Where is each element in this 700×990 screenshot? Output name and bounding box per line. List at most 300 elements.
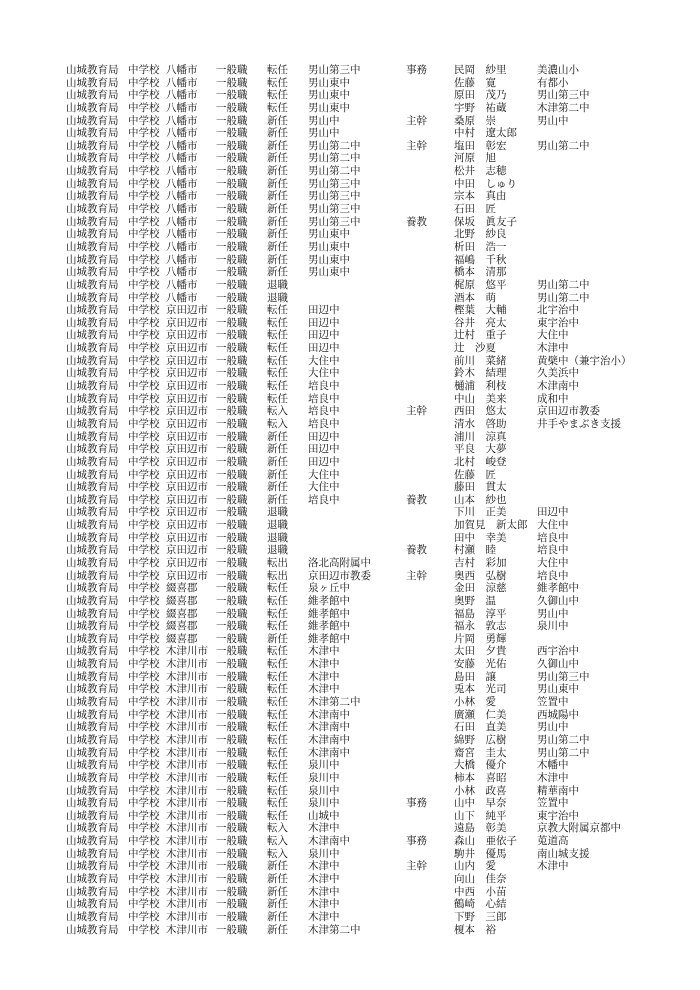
name-cell: 鈴木 結理 <box>454 367 507 380</box>
school-type-cell: 中学校 <box>128 329 160 342</box>
table-row <box>66 443 666 456</box>
name-cell: 大橋 優介 <box>454 759 507 772</box>
name-cell: 松井 志穂 <box>454 165 507 178</box>
name-cell: 福嶋 千秋 <box>454 253 507 266</box>
table-row <box>66 822 666 835</box>
table-row <box>66 190 666 203</box>
name-cell: 前川 菜緒 <box>454 354 507 367</box>
table-row <box>66 355 666 368</box>
school-type-cell: 中学校 <box>128 354 160 367</box>
previous-post-cell: 東宇治中 <box>537 316 579 329</box>
table-row <box>66 582 666 595</box>
job-type-cell: 一般職 <box>216 253 248 266</box>
table-row <box>66 216 666 229</box>
table-row <box>66 494 666 507</box>
table-row <box>66 367 666 380</box>
school-type-cell: 中学校 <box>128 203 160 216</box>
name-cell: 梶原 悠平 <box>454 278 507 291</box>
previous-post-cell: 井手やまぶき支援 <box>537 417 621 430</box>
action-cell: 新任 <box>267 152 288 165</box>
organization-cell: 山城教育局 <box>66 316 119 329</box>
school-type-cell: 中学校 <box>128 228 160 241</box>
school-cell: 泉川中 <box>308 847 340 860</box>
action-cell: 転任 <box>267 746 288 759</box>
school-type-cell: 中学校 <box>128 885 160 898</box>
table-row <box>66 279 666 292</box>
municipality-cell: 京田辺市 <box>166 430 208 443</box>
action-cell: 転任 <box>267 329 288 342</box>
action-cell: 新任 <box>267 860 288 873</box>
action-cell: 新任 <box>267 885 288 898</box>
municipality-cell: 木津川市 <box>166 746 208 759</box>
municipality-cell: 八幡市 <box>166 76 198 89</box>
school-type-cell: 中学校 <box>128 76 160 89</box>
table-row <box>66 683 666 696</box>
name-cell: 析田 浩一 <box>454 240 507 253</box>
action-cell: 転任 <box>267 759 288 772</box>
school-type-cell: 中学校 <box>128 910 160 923</box>
job-type-cell: 一般職 <box>216 405 248 418</box>
school-cell: 男山第三中 <box>308 215 361 228</box>
action-cell: 転任 <box>267 607 288 620</box>
previous-post-cell: 美濃山小 <box>537 64 579 76</box>
organization-cell: 山城教育局 <box>66 506 119 519</box>
job-type-cell: 一般職 <box>216 746 248 759</box>
job-type-cell: 一般職 <box>216 885 248 898</box>
job-type-cell: 一般職 <box>216 658 248 671</box>
school-type-cell: 中学校 <box>128 177 160 190</box>
school-type-cell: 中学校 <box>128 468 160 481</box>
municipality-cell: 木津川市 <box>166 771 208 784</box>
table-row <box>66 405 666 418</box>
table-row <box>66 658 666 671</box>
name-cell: 島田 譲 <box>454 670 496 683</box>
table-row <box>66 696 666 709</box>
table-row <box>66 342 666 355</box>
job-type-cell: 一般職 <box>216 683 248 696</box>
school-cell: 田辺中 <box>308 304 340 317</box>
previous-post-cell: 大住中 <box>537 519 569 532</box>
action-cell: 新任 <box>267 203 288 216</box>
name-cell: 山内 愛 <box>454 860 496 873</box>
organization-cell: 山城教育局 <box>66 152 119 165</box>
job-type-cell: 一般職 <box>216 910 248 923</box>
action-cell: 転任 <box>267 620 288 633</box>
school-type-cell: 中学校 <box>128 405 160 418</box>
action-cell: 転任 <box>267 721 288 734</box>
organization-cell: 山城教育局 <box>66 215 119 228</box>
municipality-cell: 木津川市 <box>166 708 208 721</box>
job-type-cell: 一般職 <box>216 430 248 443</box>
table-row <box>66 848 666 861</box>
table-row <box>66 380 666 393</box>
school-cell: 木津中 <box>308 910 340 923</box>
table-row <box>66 228 666 241</box>
name-cell: 奥西 弘樹 <box>454 569 507 582</box>
action-cell: 転入 <box>267 822 288 835</box>
action-cell: 新任 <box>267 165 288 178</box>
name-cell: 田中 幸美 <box>454 531 507 544</box>
organization-cell: 山城教育局 <box>66 771 119 784</box>
municipality-cell: 京田辺市 <box>166 531 208 544</box>
previous-post-cell: 泉川中 <box>537 620 569 633</box>
school-cell: 男山東中 <box>308 76 350 89</box>
organization-cell: 山城教育局 <box>66 190 119 203</box>
school-type-cell: 中学校 <box>128 873 160 885</box>
action-cell: 転任 <box>267 670 288 683</box>
school-type-cell: 中学校 <box>128 645 160 658</box>
action-cell: 退職 <box>267 531 288 544</box>
name-cell: 谷井 亮太 <box>454 316 507 329</box>
table-row <box>66 203 666 216</box>
name-cell: 橋本 清那 <box>454 266 507 279</box>
municipality-cell: 木津川市 <box>166 847 208 860</box>
organization-cell: 山城教育局 <box>66 481 119 494</box>
name-cell: 浦川 涼真 <box>454 430 507 443</box>
organization-cell: 山城教育局 <box>66 923 119 936</box>
municipality-cell: 京田辺市 <box>166 544 208 557</box>
school-cell: 田辺中 <box>308 329 340 342</box>
table-row <box>66 317 666 330</box>
previous-post-cell: 木津南中 <box>537 380 579 393</box>
school-cell: 培良中 <box>308 493 340 506</box>
action-cell: 転任 <box>267 101 288 114</box>
action-cell: 新任 <box>267 493 288 506</box>
organization-cell: 山城教育局 <box>66 620 119 633</box>
school-cell: 男山第三中 <box>308 177 361 190</box>
job-type-cell: 一般職 <box>216 342 248 355</box>
action-cell: 新任 <box>267 215 288 228</box>
action-cell: 新任 <box>267 430 288 443</box>
school-cell: 泉ヶ丘中 <box>308 582 350 595</box>
school-cell: 大住中 <box>308 367 340 380</box>
municipality-cell: 京田辺市 <box>166 519 208 532</box>
organization-cell: 山城教育局 <box>66 367 119 380</box>
action-cell: 転任 <box>267 64 288 76</box>
municipality-cell: 八幡市 <box>166 139 198 152</box>
organization-cell: 山城教育局 <box>66 430 119 443</box>
organization-cell: 山城教育局 <box>66 519 119 532</box>
school-cell: 木津中 <box>308 885 340 898</box>
job-type-cell: 一般職 <box>216 89 248 102</box>
action-cell: 退職 <box>267 291 288 304</box>
job-type-cell: 一般職 <box>216 873 248 885</box>
table-row <box>66 393 666 406</box>
job-type-cell: 一般職 <box>216 670 248 683</box>
name-cell: 小林 愛 <box>454 696 496 709</box>
job-type-cell: 一般職 <box>216 64 248 76</box>
organization-cell: 山城教育局 <box>66 228 119 241</box>
municipality-cell: 木津川市 <box>166 733 208 746</box>
school-type-cell: 中学校 <box>128 708 160 721</box>
organization-cell: 山城教育局 <box>66 607 119 620</box>
name-cell: 西田 悠太 <box>454 405 507 418</box>
action-cell: 転任 <box>267 594 288 607</box>
school-cell: 山城中 <box>308 809 340 822</box>
name-cell: 清水 啓助 <box>454 417 507 430</box>
name-cell: 福島 淳平 <box>454 607 507 620</box>
action-cell: 新任 <box>267 177 288 190</box>
school-type-cell: 中学校 <box>128 620 160 633</box>
name-cell: 中村 遼太郎 <box>454 127 517 140</box>
table-row <box>66 595 666 608</box>
action-cell: 新任 <box>267 923 288 936</box>
job-type-cell: 一般職 <box>216 632 248 645</box>
organization-cell: 山城教育局 <box>66 89 119 102</box>
organization-cell: 山城教育局 <box>66 683 119 696</box>
job-type-cell: 一般職 <box>216 506 248 519</box>
position-cell: 主幹 <box>406 114 427 127</box>
personnel-table <box>66 64 666 936</box>
school-type-cell: 中学校 <box>128 658 160 671</box>
previous-post-cell: 大住中 <box>537 556 569 569</box>
school-type-cell: 中学校 <box>128 696 160 709</box>
school-type-cell: 中学校 <box>128 304 160 317</box>
name-cell: 片岡 勇輝 <box>454 632 507 645</box>
school-type-cell: 中学校 <box>128 215 160 228</box>
organization-cell: 山城教育局 <box>66 392 119 405</box>
action-cell: 転任 <box>267 696 288 709</box>
table-row <box>66 898 666 911</box>
job-type-cell: 一般職 <box>216 278 248 291</box>
school-cell: 泉川中 <box>308 784 340 797</box>
name-cell: 平良 大夢 <box>454 443 507 456</box>
action-cell: 新任 <box>267 127 288 140</box>
municipality-cell: 八幡市 <box>166 203 198 216</box>
municipality-cell: 京田辺市 <box>166 392 208 405</box>
school-type-cell: 中学校 <box>128 809 160 822</box>
action-cell: 転任 <box>267 316 288 329</box>
municipality-cell: 木津川市 <box>166 835 208 848</box>
school-cell: 木津第二中 <box>308 923 361 936</box>
previous-post-cell: 男山第三中 <box>537 89 590 102</box>
name-cell: 小林 政喜 <box>454 784 507 797</box>
municipality-cell: 京田辺市 <box>166 380 208 393</box>
job-type-cell: 一般職 <box>216 847 248 860</box>
school-type-cell: 中学校 <box>128 923 160 936</box>
action-cell: 転入 <box>267 847 288 860</box>
name-cell: 中西 小苗 <box>454 885 507 898</box>
school-cell: 男山東中 <box>308 101 350 114</box>
school-type-cell: 中学校 <box>128 139 160 152</box>
table-row <box>66 721 666 734</box>
job-type-cell: 一般職 <box>216 76 248 89</box>
organization-cell: 山城教育局 <box>66 873 119 885</box>
organization-cell: 山城教育局 <box>66 127 119 140</box>
school-cell: 木津南中 <box>308 708 350 721</box>
job-type-cell: 一般職 <box>216 127 248 140</box>
action-cell: 転任 <box>267 771 288 784</box>
table-row <box>66 431 666 444</box>
school-cell: 田辺中 <box>308 430 340 443</box>
job-type-cell: 一般職 <box>216 215 248 228</box>
school-type-cell: 中学校 <box>128 835 160 848</box>
municipality-cell: 八幡市 <box>166 101 198 114</box>
municipality-cell: 京田辺市 <box>166 569 208 582</box>
table-row <box>66 519 666 532</box>
table-row <box>66 469 666 482</box>
job-type-cell: 一般職 <box>216 594 248 607</box>
municipality-cell: 八幡市 <box>166 89 198 102</box>
table-row <box>66 140 666 153</box>
previous-post-cell: 男山中 <box>537 721 569 734</box>
name-cell: 宗本 真由 <box>454 190 507 203</box>
organization-cell: 山城教育局 <box>66 266 119 279</box>
school-cell: 木津中 <box>308 860 340 873</box>
school-type-cell: 中学校 <box>128 316 160 329</box>
municipality-cell: 京田辺市 <box>166 316 208 329</box>
previous-post-cell: 東宇治中 <box>537 809 579 822</box>
name-cell: 向山 佳奈 <box>454 873 507 885</box>
organization-cell: 山城教育局 <box>66 354 119 367</box>
municipality-cell: 京田辺市 <box>166 417 208 430</box>
action-cell: 転任 <box>267 304 288 317</box>
organization-cell: 山城教育局 <box>66 860 119 873</box>
school-type-cell: 中学校 <box>128 392 160 405</box>
municipality-cell: 京田辺市 <box>166 342 208 355</box>
municipality-cell: 木津川市 <box>166 898 208 911</box>
action-cell: 転任 <box>267 380 288 393</box>
organization-cell: 山城教育局 <box>66 569 119 582</box>
name-cell: 太田 夕貴 <box>454 645 507 658</box>
school-type-cell: 中学校 <box>128 481 160 494</box>
organization-cell: 山城教育局 <box>66 822 119 835</box>
name-cell: 石田 匠 <box>454 203 496 216</box>
municipality-cell: 八幡市 <box>166 228 198 241</box>
school-cell: 泉川中 <box>308 759 340 772</box>
school-type-cell: 中学校 <box>128 152 160 165</box>
previous-post-cell: 男山第三中 <box>537 670 590 683</box>
action-cell: 新任 <box>267 240 288 253</box>
position-cell: 事務 <box>406 835 427 848</box>
school-type-cell: 中学校 <box>128 240 160 253</box>
job-type-cell: 一般職 <box>216 304 248 317</box>
table-row <box>66 292 666 305</box>
action-cell: 退職 <box>267 519 288 532</box>
table-row <box>66 886 666 899</box>
school-type-cell: 中学校 <box>128 89 160 102</box>
municipality-cell: 京田辺市 <box>166 468 208 481</box>
action-cell: 新任 <box>267 873 288 885</box>
school-cell: 田辺中 <box>308 342 340 355</box>
previous-post-cell: 男山第二中 <box>537 733 590 746</box>
organization-cell: 山城教育局 <box>66 443 119 456</box>
name-cell: 佐藤 匠 <box>454 468 496 481</box>
school-cell: 木津中 <box>308 822 340 835</box>
municipality-cell: 木津川市 <box>166 721 208 734</box>
school-cell: 男山第二中 <box>308 165 361 178</box>
municipality-cell: 木津川市 <box>166 822 208 835</box>
action-cell: 新任 <box>267 455 288 468</box>
position-cell: 主幹 <box>406 139 427 152</box>
name-cell: 保坂 眞友子 <box>454 215 517 228</box>
school-type-cell: 中学校 <box>128 721 160 734</box>
action-cell: 新任 <box>267 468 288 481</box>
name-cell: 樋浦 利枝 <box>454 380 507 393</box>
organization-cell: 山城教育局 <box>66 645 119 658</box>
school-type-cell: 中学校 <box>128 367 160 380</box>
school-cell: 木津中 <box>308 645 340 658</box>
organization-cell: 山城教育局 <box>66 304 119 317</box>
job-type-cell: 一般職 <box>216 733 248 746</box>
school-type-cell: 中学校 <box>128 291 160 304</box>
school-cell: 田辺中 <box>308 443 340 456</box>
name-cell: 酒本 萌 <box>454 291 496 304</box>
school-type-cell: 中学校 <box>128 607 160 620</box>
school-type-cell: 中学校 <box>128 64 160 76</box>
previous-post-cell: 培良中 <box>537 531 569 544</box>
table-row <box>66 165 666 178</box>
school-type-cell: 中学校 <box>128 342 160 355</box>
table-row <box>66 102 666 115</box>
table-row <box>66 152 666 165</box>
action-cell: 転任 <box>267 797 288 810</box>
table-row <box>66 860 666 873</box>
job-type-cell: 一般職 <box>216 784 248 797</box>
job-type-cell: 一般職 <box>216 468 248 481</box>
table-row <box>66 127 666 140</box>
school-type-cell: 中学校 <box>128 594 160 607</box>
organization-cell: 山城教育局 <box>66 76 119 89</box>
job-type-cell: 一般職 <box>216 190 248 203</box>
job-type-cell: 一般職 <box>216 721 248 734</box>
municipality-cell: 八幡市 <box>166 253 198 266</box>
school-type-cell: 中学校 <box>128 114 160 127</box>
municipality-cell: 綴喜郡 <box>166 632 198 645</box>
previous-post-cell: 木幡中 <box>537 759 569 772</box>
municipality-cell: 綴喜郡 <box>166 620 198 633</box>
organization-cell: 山城教育局 <box>66 139 119 152</box>
action-cell: 新任 <box>267 632 288 645</box>
previous-post-cell: 木津中 <box>537 771 569 784</box>
table-row <box>66 329 666 342</box>
action-cell: 転任 <box>267 658 288 671</box>
municipality-cell: 木津川市 <box>166 910 208 923</box>
organization-cell: 山城教育局 <box>66 455 119 468</box>
school-cell: 維孝館中 <box>308 632 350 645</box>
job-type-cell: 一般職 <box>216 380 248 393</box>
school-type-cell: 中学校 <box>128 278 160 291</box>
job-type-cell: 一般職 <box>216 771 248 784</box>
municipality-cell: 八幡市 <box>166 190 198 203</box>
school-type-cell: 中学校 <box>128 101 160 114</box>
name-cell: 辻 沙夏 <box>454 342 496 355</box>
name-cell: 中山 美来 <box>454 392 507 405</box>
school-cell: 木津中 <box>308 683 340 696</box>
job-type-cell: 一般職 <box>216 645 248 658</box>
municipality-cell: 八幡市 <box>166 215 198 228</box>
action-cell: 転入 <box>267 835 288 848</box>
table-row <box>66 266 666 279</box>
action-cell: 新任 <box>267 898 288 911</box>
school-cell: 維孝館中 <box>308 607 350 620</box>
organization-cell: 山城教育局 <box>66 721 119 734</box>
municipality-cell: 八幡市 <box>166 64 198 76</box>
action-cell: 転任 <box>267 784 288 797</box>
table-row <box>66 671 666 684</box>
organization-cell: 山城教育局 <box>66 746 119 759</box>
organization-cell: 山城教育局 <box>66 885 119 898</box>
name-cell: 福永 敦志 <box>454 620 507 633</box>
school-cell: 泉川中 <box>308 797 340 810</box>
job-type-cell: 一般職 <box>216 519 248 532</box>
job-type-cell: 一般職 <box>216 759 248 772</box>
name-cell: 塩田 彰宏 <box>454 139 507 152</box>
school-cell: 男山東中 <box>308 266 350 279</box>
table-row <box>66 797 666 810</box>
school-cell: 京田辺市教委 <box>308 569 371 582</box>
job-type-cell: 一般職 <box>216 165 248 178</box>
